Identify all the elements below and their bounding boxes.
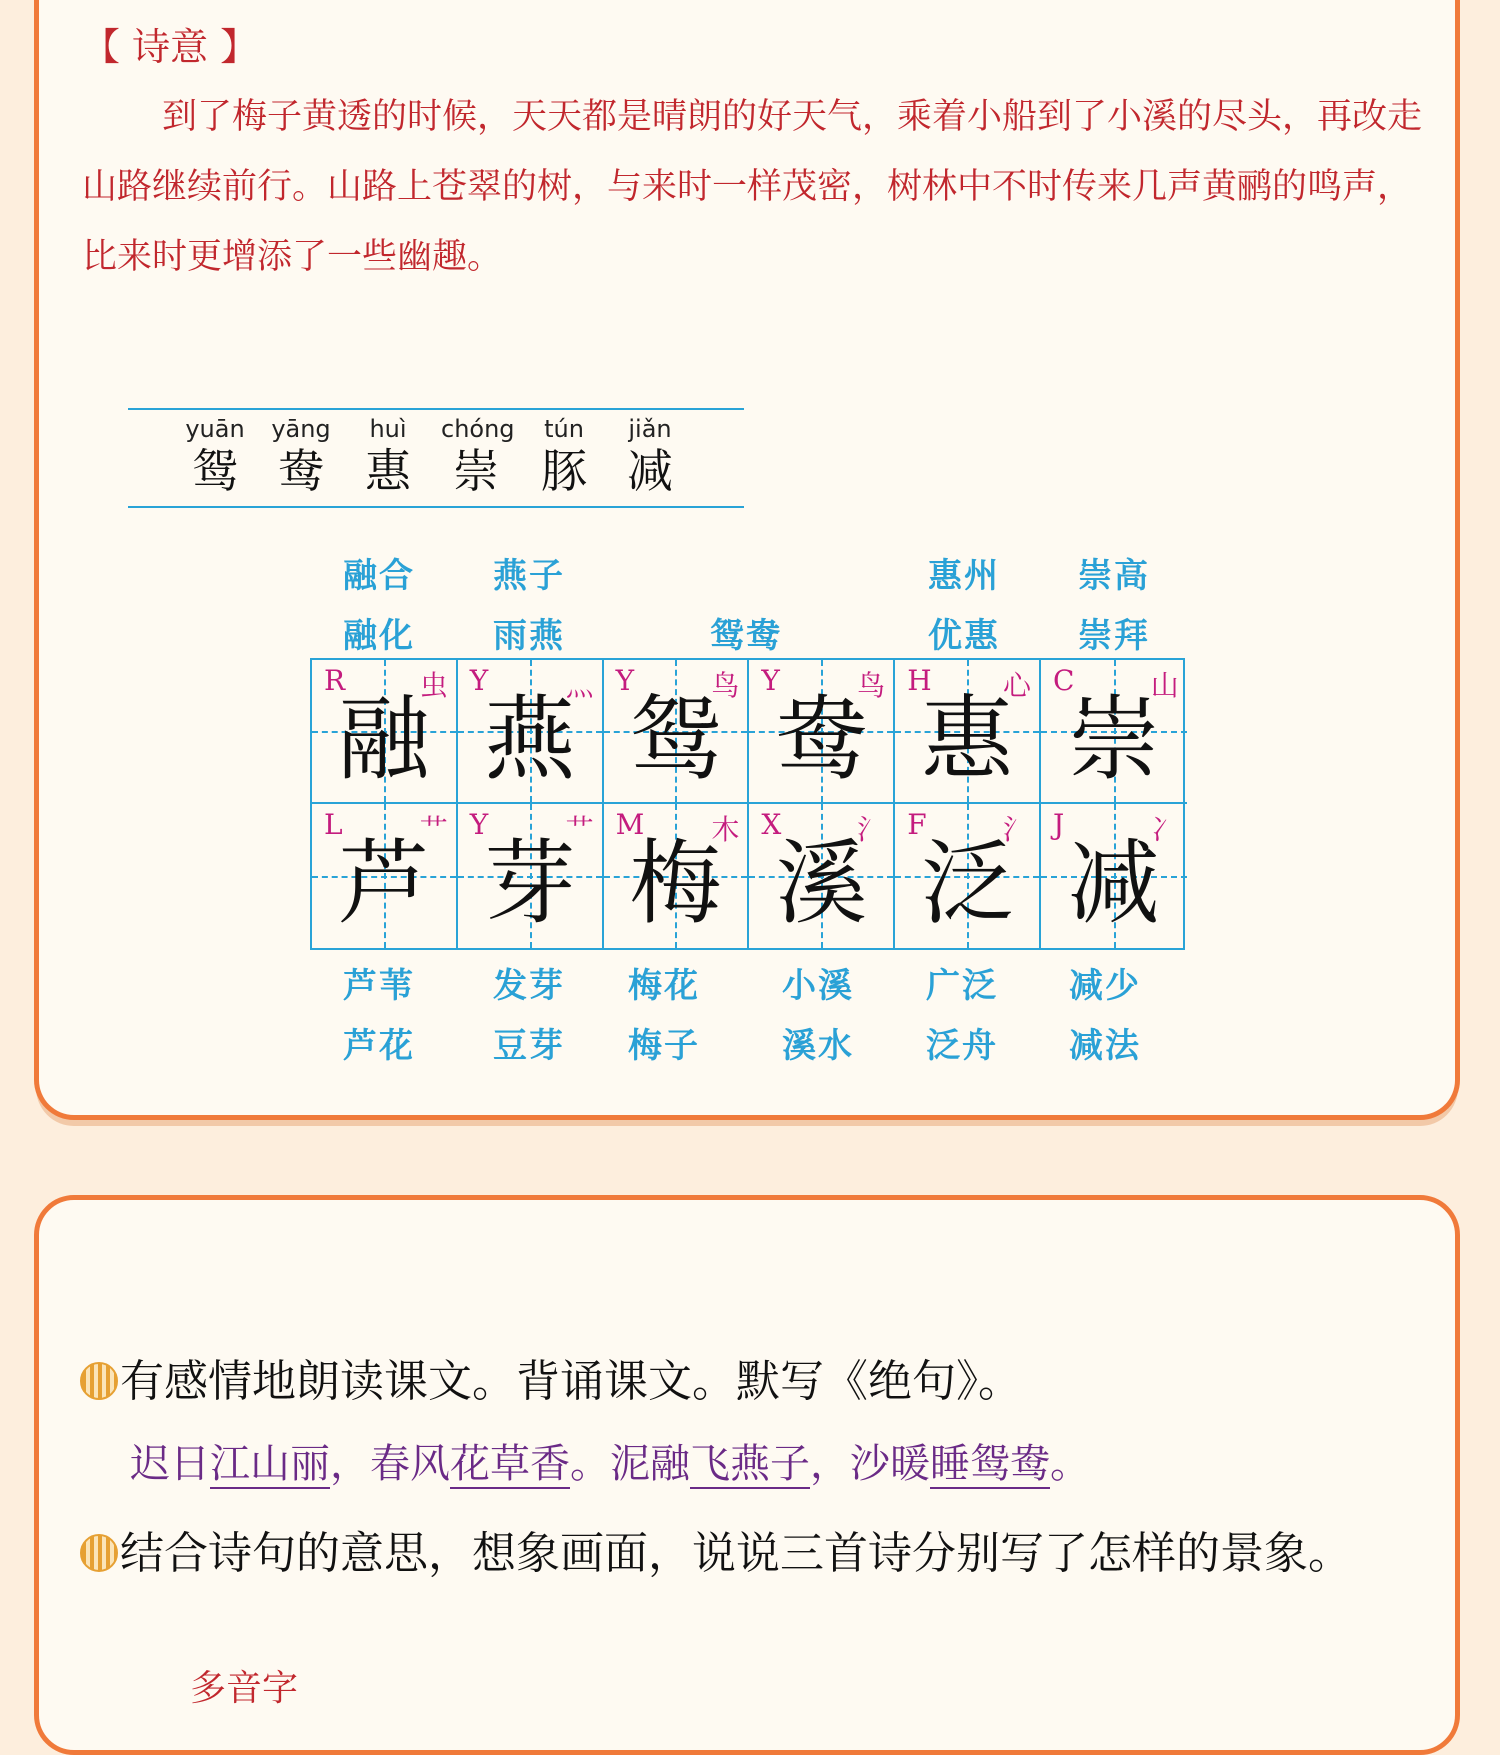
pinyin-item: [615, 410, 685, 498]
word-label: 雨燕: [493, 616, 565, 656]
pinyin-text: tún: [544, 415, 584, 443]
radical: 心: [1002, 669, 1031, 702]
task-bullet-icon: [80, 1534, 118, 1572]
hanzi-text: 豚: [541, 444, 587, 498]
grid-cell: [604, 804, 750, 948]
task-text: 结合诗句的意思，想象画面，说说三首诗分别写了怎样的景象。: [120, 1528, 1352, 1579]
initial-letter: Y: [615, 664, 635, 697]
poem-line: [130, 1432, 1090, 1489]
poem-underlined: 飞燕子: [690, 1441, 810, 1487]
character: 燕: [483, 686, 576, 793]
grid-cell: [312, 804, 458, 948]
pinyin-item: [180, 410, 250, 498]
poem-underlined: 睡鸳鸯: [930, 1441, 1050, 1487]
radical: 艹: [419, 813, 448, 846]
character: 减: [1067, 830, 1160, 937]
initial-letter: X: [761, 808, 782, 841]
initial-letter: J: [1053, 808, 1065, 841]
word-label: 广泛: [926, 966, 998, 1006]
polyphone-label: 多音字: [190, 1668, 299, 1709]
word-label: 融化: [343, 616, 415, 656]
pinyin-text: chóng: [441, 415, 515, 443]
word-label: 泛舟: [926, 1026, 998, 1066]
radical: 氵: [857, 813, 886, 846]
grid-cell: [895, 804, 1041, 948]
grid-cell: [312, 660, 458, 804]
initial-letter: C: [1053, 664, 1075, 697]
poem-text: ，春风: [330, 1441, 450, 1487]
poem-text: ，沙暖: [810, 1441, 930, 1487]
pinyin-text: yāng: [271, 415, 331, 443]
poem-text: 。: [1050, 1441, 1090, 1487]
poem-text: 。泥融: [570, 1441, 690, 1487]
initial-letter: L: [324, 808, 343, 841]
radical: 木: [711, 813, 740, 846]
grid-cell: [749, 804, 895, 948]
pinyin-text: huì: [369, 415, 407, 443]
hanzi-text: 崇: [453, 444, 499, 498]
hanzi-text: 鸯: [278, 444, 324, 498]
radical: 冫: [1150, 813, 1179, 846]
initial-letter: Y: [469, 808, 489, 841]
task-text: 有感情地朗读课文。背诵课文。默写《绝句》。: [120, 1356, 1022, 1407]
character: 融: [337, 686, 430, 793]
poem-underlined: 江山丽: [210, 1441, 330, 1487]
hanzi-text: 惠: [365, 444, 411, 498]
word-label: 小溪: [782, 966, 854, 1006]
radical: 灬: [565, 669, 594, 702]
initial-letter: Y: [469, 664, 489, 697]
grid-cell: [1041, 660, 1187, 804]
radical: 艹: [565, 813, 594, 846]
radical: 鸟: [857, 669, 886, 702]
meaning-heading: 【 诗意 】: [82, 25, 259, 69]
radical: 鸟: [711, 669, 740, 702]
word-label: 惠州: [928, 556, 1000, 596]
radical: 山: [1150, 669, 1179, 702]
word-label: 融合: [343, 556, 415, 596]
character: 梅: [629, 830, 722, 937]
word-label: 发芽: [493, 966, 565, 1006]
grid-cell: [1041, 804, 1187, 948]
initial-letter: R: [324, 664, 346, 697]
pinyin-item: [353, 410, 423, 498]
character: 鸯: [775, 686, 868, 793]
task-bullet-icon: [80, 1362, 118, 1400]
radical: 氵: [1002, 813, 1031, 846]
task-item: [80, 1345, 1022, 1409]
poem-text: 迟日: [130, 1441, 210, 1487]
pinyin-item: [266, 410, 336, 498]
character: 芦: [337, 830, 430, 937]
pinyin-text: jiǎn: [628, 415, 672, 443]
character: 崇: [1067, 686, 1160, 793]
hanzi-text: 减: [627, 444, 673, 498]
pinyin-strip: [128, 408, 744, 508]
word-label: 梅花: [628, 966, 700, 1006]
hanzi-text: 鸳: [192, 444, 238, 498]
grid-cell: [458, 804, 604, 948]
character: 泛: [921, 830, 1014, 937]
word-label: 芦花: [343, 1026, 415, 1066]
grid-cell: [458, 660, 604, 804]
grid-cell: [895, 660, 1041, 804]
word-label: 梅子: [628, 1026, 700, 1066]
character: 惠: [921, 686, 1014, 793]
grid-cell: [749, 660, 895, 804]
pinyin-text: yuān: [185, 415, 245, 443]
word-label: 燕子: [493, 556, 565, 596]
word-label: 鸳鸯: [710, 616, 782, 656]
meaning-text: 到了梅子黄透的时候，天天都是晴朗的好天气，乘着小船到了小溪的尽头，再改走山路继续前行。山路上苍翠的树，与来时一样茂密，树林中不时传来几声黄鹂的鸣声，比来时更增添了一些幽趣。: [82, 97, 1423, 277]
character: 溪: [775, 830, 868, 937]
task-item: [80, 1517, 1352, 1581]
word-label: 豆芽: [493, 1026, 565, 1066]
grid-cell: [604, 660, 750, 804]
character: 芽: [483, 830, 576, 937]
word-label: 崇拜: [1078, 616, 1150, 656]
initial-letter: M: [615, 808, 645, 841]
character: 鸳: [629, 686, 722, 793]
initial-letter: H: [907, 664, 932, 697]
initial-letter: F: [907, 808, 927, 841]
radical: 虫: [419, 669, 448, 702]
poem-underlined: 花草香: [450, 1441, 570, 1487]
initial-letter: Y: [761, 664, 780, 697]
word-label: 溪水: [782, 1026, 854, 1066]
word-label: 减少: [1069, 966, 1141, 1006]
word-label: 芦苇: [343, 966, 415, 1006]
pinyin-item: [529, 410, 599, 498]
word-label: 减法: [1069, 1026, 1141, 1066]
word-label: 优惠: [928, 616, 1000, 656]
word-label: 崇高: [1078, 556, 1150, 596]
pinyin-item: [441, 410, 515, 498]
character-grid: [310, 658, 1185, 950]
